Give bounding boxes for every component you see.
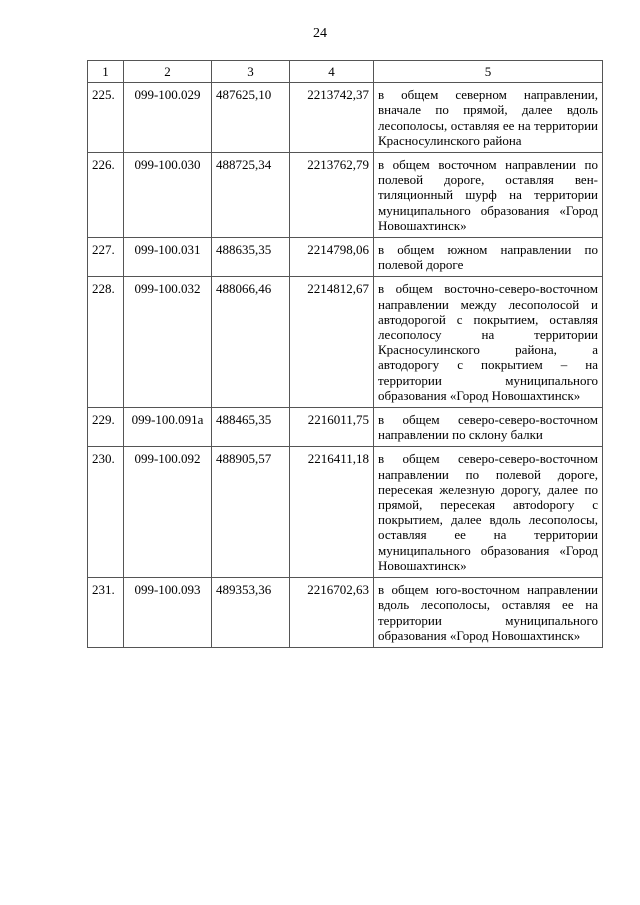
x-coordinate-cell: 488905,57 (212, 447, 290, 578)
table-header-row (88, 61, 603, 83)
table-row (88, 277, 603, 408)
column-header-1: 1 (88, 61, 124, 83)
direction-description-cell: в общем северо-северо-восточном направлении по склону балки (374, 408, 603, 447)
row-number-cell: 225. (88, 83, 124, 153)
x-coordinate-cell: 488635,35 (212, 238, 290, 277)
x-coordinate-cell: 488725,34 (212, 153, 290, 238)
column-header-2: 2 (124, 61, 212, 83)
row-number-cell: 229. (88, 408, 124, 447)
table-row (88, 447, 603, 578)
table-row (88, 408, 603, 447)
row-number-cell: 228. (88, 277, 124, 408)
table-row (88, 578, 603, 648)
x-coordinate-cell: 488066,46 (212, 277, 290, 408)
direction-description-cell: в общем северо-северо-восточном направлении по полевой дороге, пересекая железную дорогу, далее по прямой, пересекая автоdорогу с покрытием, далее вдоль лесополосы, оставляя ее на территории муниципального образования «Город Новошахтинск» (374, 447, 603, 578)
point-code-cell: 099-100.032 (124, 277, 212, 408)
point-code-cell: 099-100.030 (124, 153, 212, 238)
column-header-4: 4 (290, 61, 374, 83)
column-header-3: 3 (212, 61, 290, 83)
x-coordinate-cell: 489353,36 (212, 578, 290, 648)
point-code-cell: 099-100.031 (124, 238, 212, 277)
direction-description-cell: в общем восточно-северо-восточном направлении между лесополосой и автодорогой с покрытием, оставляя лесополосу на территории Красносулинского района, а автодорогу с покрытием – на территории муниципального образования «Город Новошахтинск» (374, 277, 603, 408)
direction-description-cell: в общем южном направлении по полевой дороге (374, 238, 603, 277)
point-code-cell: 099-100.091а (124, 408, 212, 447)
x-coordinate-cell: 488465,35 (212, 408, 290, 447)
y-coordinate-cell: 2214812,67 (290, 277, 374, 408)
y-coordinate-cell: 2216411,18 (290, 447, 374, 578)
y-coordinate-cell: 2214798,06 (290, 238, 374, 277)
point-code-cell: 099-100.029 (124, 83, 212, 153)
direction-description-cell: в общем восточном направлении по полевой дороге, оставляя вентиляционный шурф на территории муниципального образования «Город Новошахтинск» (374, 153, 603, 238)
y-coordinate-cell: 2213742,37 (290, 83, 374, 153)
table-row (88, 83, 603, 153)
point-code-cell: 099-100.093 (124, 578, 212, 648)
row-number-cell: 226. (88, 153, 124, 238)
y-coordinate-cell: 2213762,79 (290, 153, 374, 238)
direction-description-cell: в общем северном направлении, вначале по прямой, далее вдоль лесополосы, оставляя ее на территории Красносулинского района (374, 83, 603, 153)
table-row (88, 153, 603, 238)
boundary-points-table (87, 60, 603, 648)
direction-description-cell: в общем юго-восточном направлении вдоль лесополосы, оставляя ее на территории муниципального образования «Город Новошахтинск» (374, 578, 603, 648)
row-number-cell: 231. (88, 578, 124, 648)
column-header-5: 5 (374, 61, 603, 83)
row-number-cell: 230. (88, 447, 124, 578)
row-number-cell: 227. (88, 238, 124, 277)
table-row (88, 238, 603, 277)
x-coordinate-cell: 487625,10 (212, 83, 290, 153)
y-coordinate-cell: 2216702,63 (290, 578, 374, 648)
point-code-cell: 099-100.092 (124, 447, 212, 578)
y-coordinate-cell: 2216011,75 (290, 408, 374, 447)
page-number: 24 (313, 26, 327, 41)
